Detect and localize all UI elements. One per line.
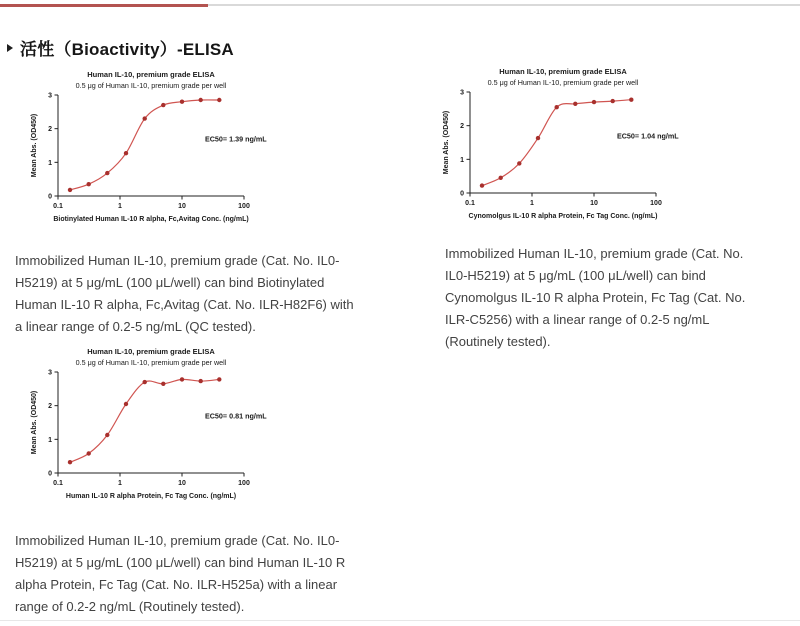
x-tick-label: 100 [238, 480, 250, 487]
y-tick-label: 3 [48, 92, 52, 100]
x-tick-label: 1 [118, 480, 122, 487]
y-tick-label: 2 [460, 123, 464, 131]
x-tick-label: 0.1 [465, 200, 475, 207]
divider-gray-segment [208, 4, 800, 6]
y-tick-label: 2 [48, 403, 52, 411]
triangle-bullet-icon [7, 44, 13, 52]
dose-response-curve [70, 379, 219, 462]
y-tick-label: 1 [48, 159, 52, 167]
x-tick-label: 100 [650, 200, 662, 207]
x-axis-title: Cynomolgus IL-10 R alpha Protein, Fc Tag Conc. (ng/mL) [468, 213, 658, 220]
y-axis-title: Mean Abs. (OD450) [31, 113, 38, 178]
y-axis-title: Mean Abs. (OD450) [31, 390, 38, 455]
x-axis-title: Human IL-10 R alpha Protein, Fc Tag Conc. (ng/mL) [65, 493, 237, 500]
y-tick-label: 1 [48, 436, 52, 444]
chart-title: Human IL-10, premium grade ELISA [87, 347, 215, 356]
x-tick-label: 1 [118, 203, 122, 210]
elisa-chart-human-il10-r-alpha [28, 341, 300, 503]
description-human-il10-r-alpha: Immobilized Human IL-10, premium grade (Cat. No. IL0-H5219) at 5 μg/mL (100 μL/well) can bind Human IL-10 R alpha Protein, Fc Tag (Cat. No. ILR-H525a) with a linear range of 0.2-2 ng/mL (Routinely tested). [15, 533, 346, 614]
elisa-chart-cynomolgus-il10-r-alpha [440, 61, 712, 223]
dose-response-curve [70, 100, 219, 190]
ec50-annotation: EC50= 1.39 ng/mL [204, 134, 267, 144]
y-tick-label: 3 [460, 89, 464, 97]
y-tick-label: 3 [48, 369, 52, 377]
section-divider [0, 4, 800, 7]
chart-svg [28, 64, 300, 226]
elisa-chart-biotinylated-human-il10-r-alpha [28, 64, 300, 226]
y-tick-label: 0 [460, 190, 464, 198]
chart-title: Human IL-10, premium grade ELISA [499, 67, 627, 76]
ec50-annotation: EC50= 0.81 ng/mL [204, 411, 267, 421]
y-tick-label: 0 [48, 470, 52, 478]
axes [55, 372, 245, 477]
x-tick-label: 10 [178, 203, 186, 210]
data-points [480, 98, 634, 188]
chart-subtitle: 0.5 μg of Human IL-10, premium grade per well [487, 78, 639, 87]
y-tick-label: 2 [48, 126, 52, 134]
description-cynomolgus-il10-r-alpha: Immobilized Human IL-10, premium grade (Cat. No. IL0-H5219) at 5 μg/mL (100 μL/well) can bind Cynomolgus IL-10 R alpha Protein, Fc Tag (Cat. No. ILR-C5256) with a linear range of 0.2-5 ng/mL (Routinely tested). [445, 246, 746, 349]
section-title: 活性（Bioactivity）-ELISA [20, 40, 234, 59]
x-tick-label: 0.1 [53, 203, 63, 210]
x-axis-title: Biotinylated Human IL-10 R alpha, Fc,Avitag Conc. (ng/mL) [53, 216, 249, 223]
chart-title: Human IL-10, premium grade ELISA [87, 70, 215, 79]
axes [55, 95, 245, 200]
chart-subtitle: 0.5 μg of Human IL-10, premium grade per well [75, 81, 227, 90]
chart-svg [28, 341, 300, 503]
x-tick-label: 10 [590, 200, 598, 207]
data-points [68, 98, 222, 192]
y-tick-label: 0 [48, 193, 52, 201]
y-tick-label: 1 [460, 156, 464, 164]
ec50-annotation: EC50= 1.04 ng/mL [616, 131, 679, 141]
x-tick-label: 10 [178, 480, 186, 487]
chart-svg [440, 61, 712, 223]
x-tick-label: 1 [530, 200, 534, 207]
chart-subtitle: 0.5 μg of Human IL-10, premium grade per well [75, 358, 227, 367]
description-biotinylated-human-il10-r-alpha: Immobilized Human IL-10, premium grade (Cat. No. IL0-H5219) at 5 μg/mL (100 μL/well) can bind Biotinylated Human IL-10 R alpha, Fc,Avitag (Cat. No. ILR-H82F6) with a linear range of 0.2-5 ng/mL (QC tested). [15, 253, 354, 334]
x-tick-label: 100 [238, 203, 250, 210]
x-tick-label: 0.1 [53, 480, 63, 487]
y-axis-title: Mean Abs. (OD450) [443, 110, 450, 175]
divider-red-segment [0, 4, 208, 7]
dose-response-curve [482, 100, 631, 186]
section-heading [7, 35, 234, 60]
content-bottom-border [0, 620, 800, 621]
